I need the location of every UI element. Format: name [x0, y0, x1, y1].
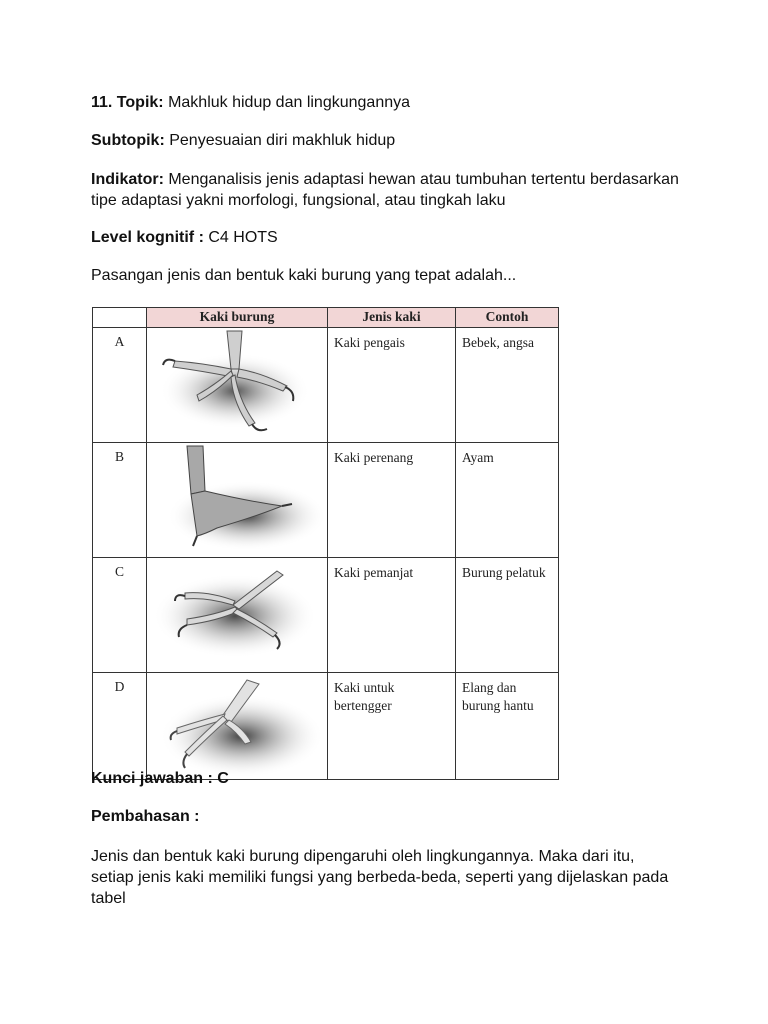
- discussion-label: Pembahasan :: [91, 808, 200, 825]
- row-jenis: Kaki perenang: [328, 443, 456, 558]
- table-header-row: [93, 308, 559, 328]
- row-label: C: [93, 558, 147, 673]
- row-contoh: Ayam: [456, 443, 559, 558]
- answer-line: [91, 769, 229, 789]
- row-jenis: Kaki pemanjat: [328, 558, 456, 673]
- row-contoh: Elang dan burung hantu: [456, 673, 559, 780]
- table-row: [93, 673, 559, 780]
- level-value: C4 HOTS: [208, 229, 278, 246]
- subtopik-label: Subtopik:: [91, 132, 165, 149]
- row-label: B: [93, 443, 147, 558]
- topik-value: Makhluk hidup dan lingkungannya: [168, 94, 411, 111]
- answer-label: Kunci jawaban :: [91, 770, 213, 787]
- row-jenis: Kaki untuk bertengger: [328, 673, 456, 780]
- indikator-paragraph: [91, 169, 691, 211]
- chicken-foot-image: [147, 328, 327, 442]
- row-jenis: Kaki pengais: [328, 328, 456, 443]
- level-line: [91, 228, 278, 248]
- question-text: Pasangan jenis dan bentuk kaki burung yang tepat adalah...: [91, 267, 517, 284]
- header-jenis-kaki: Jenis kaki: [328, 308, 456, 328]
- subtopik-value: Penyesuaian diri makhluk hidup: [169, 132, 396, 149]
- row-contoh: Burung pelatuk: [456, 558, 559, 673]
- row-label: D: [93, 673, 147, 780]
- discussion-text: Jenis dan bentuk kaki burung dipengaruhi oleh lingkungannya. Maka dari itu, setiap jenis kaki memiliki fungsi yang berbeda-beda, seperti yang dijelaskan pada tabel: [91, 848, 669, 907]
- header-contoh: Contoh: [456, 308, 559, 328]
- level-label: Level kognitif :: [91, 229, 204, 246]
- header-kaki-burung: Kaki burung: [147, 308, 328, 328]
- answer-value: C: [217, 770, 229, 787]
- indikator-value: Menganalisis jenis adaptasi hewan atau tumbuhan tertentu berdasarkan tipe adaptasi yakni morfologi, fungsional, atau tingkah laku: [91, 171, 679, 209]
- indikator-label: Indikator:: [91, 171, 164, 188]
- row-contoh: Bebek, angsa: [456, 328, 559, 443]
- table-row: [93, 443, 559, 558]
- table-row: [93, 558, 559, 673]
- webbed-foot-image: [147, 443, 327, 557]
- row-label: A: [93, 328, 147, 443]
- climbing-foot-image: [147, 558, 327, 672]
- subtopik-line: [91, 131, 395, 151]
- topik-line: [91, 93, 410, 113]
- options-table: [92, 307, 559, 780]
- table-row: [93, 328, 559, 443]
- topik-label: 11. Topik:: [91, 94, 164, 111]
- perching-foot-image: [147, 673, 327, 779]
